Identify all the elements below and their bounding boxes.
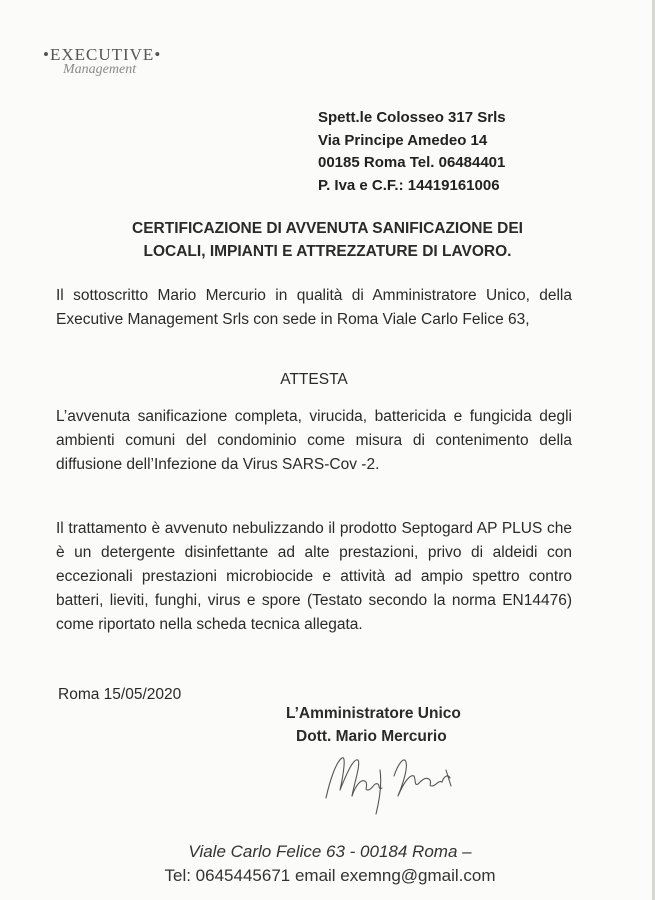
place-date: Roma 15/05/2020 [58,686,182,703]
footer-address: Viale Carlo Felice 63 - 00184 Roma – [188,842,472,861]
company-logo [43,45,213,85]
recipient-street: Via Principe Amedeo 14 [318,131,488,149]
title-line-2: LOCALI, IMPIANTI E ATTREZZATURE DI LAVORO. [143,243,512,260]
treatment-paragraph: Il trattamento è avvenuto nebulizzando il prodotto Septogard AP PLUS che è un detergente disinfettante ad alte prestazioni, privo di aldeidi con eccezionali prestazioni microbiocide e attività ad ampio spettro contro batteri, lieviti, funghi, virus e spore (Testato secondo la norma EN14476) come riportato nella scheda tecnica allegata. [56,520,572,633]
document-title [40,217,615,263]
sanitization-paragraph: L’avvenuta sanificazione completa, virucida, battericida e fungicida degli ambienti comuni del condominio come misura di contenimento della diffusione dell’Infezione da Virus SARS-Cov -2. [56,408,572,473]
title-line-1: CERTIFICAZIONE DI AVVENUTA SANIFICAZIONE DEI [132,220,523,237]
attesta-heading: ATTESTA [280,371,348,388]
intro-paragraph: Il sottoscritto Mario Mercurio in qualità di Amministratore Unico, della Executive Management Srls con sede in Roma Viale Carlo Felice 63, [56,287,572,328]
footer-contact: Tel: 0645445671 email exemng@gmail.com [164,866,496,885]
handwritten-signature [318,740,468,820]
recipient-name: Spett.le Colosseo 317 Srls [318,109,506,126]
signatory-name: Dott. Mario Mercurio [296,728,447,745]
recipient-city-phone: 00185 Roma Tel. 06484401 [318,154,506,171]
logo-tagline: Management [63,62,137,77]
signatory-role: L’Amministratore Unico [286,705,461,722]
recipient-block [318,107,506,197]
recipient-vat: P. Iva e C.F.: 14419161006 [318,176,500,194]
logo-wordmark: •EXECUTIVE• [43,45,162,64]
